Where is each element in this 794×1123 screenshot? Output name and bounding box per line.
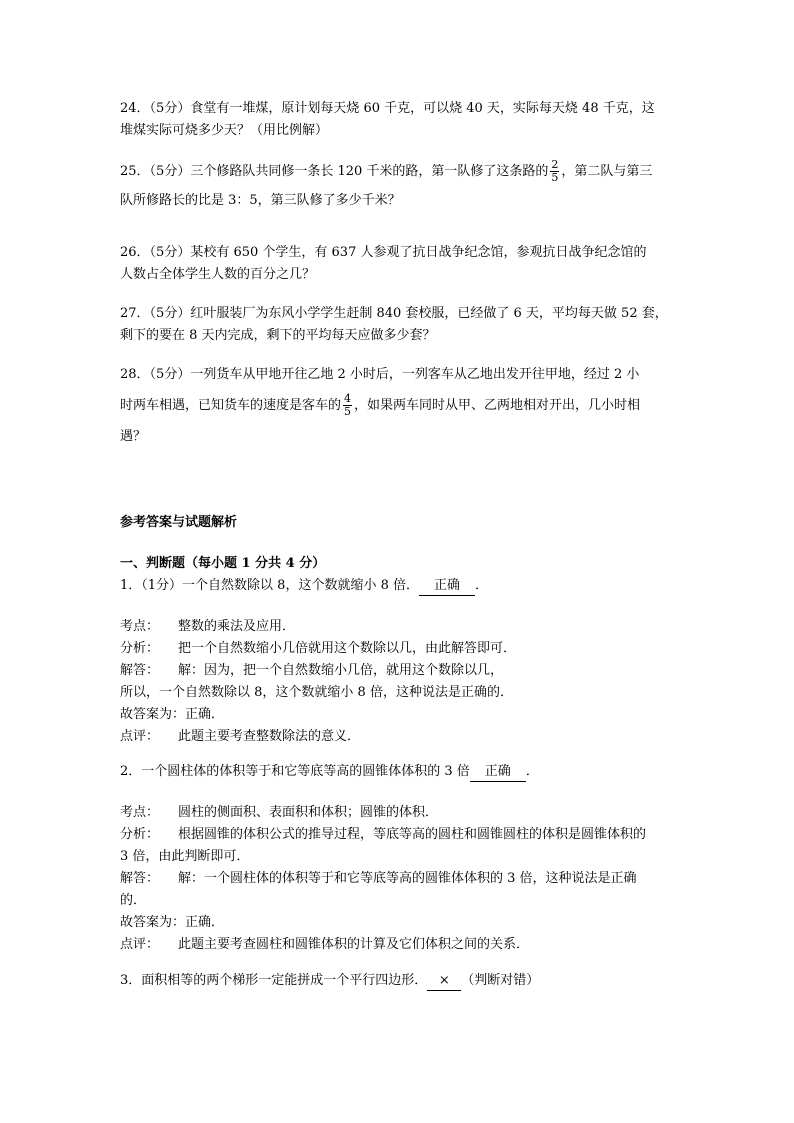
fenxi-label: 分析： bbox=[120, 641, 160, 656]
fraction-numerator: 2 bbox=[551, 158, 559, 171]
answer-2-question-text: 2．一个圆柱体的体积等于和它等底等高的圆锥体体积的 3 倍 bbox=[120, 764, 470, 779]
question-27-line-2: 剩下的要在 8 天内完成，剩下的平均每天应做多少套？ bbox=[120, 328, 436, 343]
answer-1-explanation bbox=[120, 616, 680, 748]
answer-1-jieda-cont: 所以，一个自然数除以 8，这个数就缩小 8 倍，这种说法是正确的． bbox=[120, 685, 513, 700]
kaodian-label: 考点： bbox=[120, 805, 160, 820]
question-24 bbox=[120, 98, 680, 142]
answer-2-blank: 正确 bbox=[470, 763, 526, 782]
question-27 bbox=[120, 303, 680, 347]
answer-1-blank: 正确 bbox=[419, 577, 475, 596]
question-26-line-1: 26．（5分）某校有 650 个学生，有 637 人参观了抗日战争纪念馆，参观抗日战争纪念馆的 bbox=[120, 245, 647, 260]
fraction-four-fifths bbox=[343, 393, 352, 418]
answer-1-question-end: ． bbox=[474, 578, 488, 593]
question-24-line-1: 24．（5分）食堂有一堆煤，原计划每天烧 60 千克，可以烧 40 天，实际每天烧 48 千克，这 bbox=[120, 101, 655, 116]
kaodian-label: 考点： bbox=[120, 619, 160, 634]
fenxi-text: 根据圆锥的体积公式的推导过程，等底等高的圆柱和圆锥圆柱的体积是圆锥体积的 bbox=[178, 827, 647, 842]
answer-1-kaodian bbox=[120, 616, 680, 638]
answer-2-jieda-cont: 的． bbox=[120, 893, 147, 908]
jieda-text: 解：因为，把一个自然数缩小几倍，就用这个数除以几， bbox=[178, 663, 504, 678]
kaodian-text: 整数的乘法及应用． bbox=[178, 619, 296, 634]
fraction-numerator: 4 bbox=[344, 392, 352, 405]
fenxi-text: 把一个自然数缩小几倍就用这个数除以几，由此解答即可． bbox=[178, 641, 517, 656]
fraction-denominator: 5 bbox=[551, 171, 559, 184]
jieda-text: 解：一个圆柱体的体积等于和它等底等高的圆锥体体积的 3 倍，这种说法是正确 bbox=[178, 871, 637, 886]
answer-1-question bbox=[120, 575, 680, 597]
question-28 bbox=[120, 364, 680, 448]
dianping-label: 点评： bbox=[120, 937, 160, 952]
question-25-text-a: 25．（5分）三个修路队共同修一条长 120 千米的路，第一队修了这条路的 bbox=[120, 164, 549, 179]
section-1-heading: 一、判断题（每小题 1 分共 4 分） bbox=[120, 556, 326, 571]
dianping-text: 此题主要考查整数除法的意义． bbox=[178, 729, 361, 744]
question-25-line-2: 队所修路长的比是 3：5，第三队修了多少千米？ bbox=[120, 193, 401, 208]
fraction-two-fifths bbox=[550, 159, 559, 184]
question-24-line-2: 堆煤实际可烧多少天？（用比例解） bbox=[120, 123, 329, 138]
answer-1-fenxi bbox=[120, 638, 680, 660]
dianping-label: 点评： bbox=[120, 729, 160, 744]
answer-2-fenxi-cont: 3 倍，由此判断即可． bbox=[120, 849, 250, 864]
answer-3-blank: × bbox=[427, 972, 461, 991]
question-28-line-3: 遇？ bbox=[120, 429, 147, 444]
fraction-denominator: 5 bbox=[344, 405, 352, 418]
question-25-line-1 bbox=[120, 158, 680, 186]
question-28-text-b: ，如果两车同时从甲、乙两地相对开出，几小时相 bbox=[354, 398, 641, 413]
answer-1-question-text: 1．（1分）一个自然数除以 8，这个数就缩小 8 倍． bbox=[120, 578, 419, 593]
question-25-text-b: ，第二队与第三 bbox=[561, 164, 653, 179]
answer-1-result: 故答案为：正确． bbox=[120, 707, 225, 722]
answer-1-jieda bbox=[120, 660, 680, 682]
question-28-line-2 bbox=[120, 392, 680, 420]
answer-1-dianping bbox=[120, 726, 680, 748]
answer-2-question bbox=[120, 761, 680, 783]
answer-2-question-end: ． bbox=[525, 764, 539, 779]
jieda-label: 解答： bbox=[120, 663, 160, 678]
answer-2-kaodian bbox=[120, 802, 680, 824]
fenxi-label: 分析： bbox=[120, 827, 160, 842]
answer-3-question-end: （判断对错） bbox=[461, 973, 540, 988]
question-28-text-a: 时两车相遇，已知货车的速度是客车的 bbox=[120, 398, 342, 413]
answer-3-question-text: 3．面积相等的两个梯形一定能拼成一个平行四边形． bbox=[120, 973, 428, 988]
kaodian-text: 圆柱的侧面积、表面积和体积；圆锥的体积． bbox=[178, 805, 439, 820]
question-28-line-1: 28．（5分）一列货车从甲地开往乙地 2 小时后，一列客车从乙地出发开往甲地，经过 2 小 bbox=[120, 367, 640, 382]
answer-3-question bbox=[120, 970, 680, 992]
answers-title: 参考答案与试题解析 bbox=[120, 515, 238, 530]
question-25 bbox=[120, 158, 680, 212]
question-27-line-1: 27．（5分）红叶服装厂为东风小学学生赶制 840 套校服，已经做了 6 天，平均每天做 52 套， bbox=[120, 306, 668, 321]
dianping-text: 此题主要考查圆柱和圆锥体积的计算及它们体积之间的关系． bbox=[178, 937, 530, 952]
question-26-line-2: 人数占全体学生人数的百分之几？ bbox=[120, 267, 316, 282]
jieda-label: 解答： bbox=[120, 871, 160, 886]
question-26 bbox=[120, 242, 680, 286]
answer-2-dianping bbox=[120, 934, 680, 956]
answer-2-fenxi bbox=[120, 824, 680, 846]
answer-2-explanation bbox=[120, 802, 680, 956]
answer-2-jieda bbox=[120, 868, 680, 890]
answer-2-result: 故答案为：正确． bbox=[120, 915, 225, 930]
